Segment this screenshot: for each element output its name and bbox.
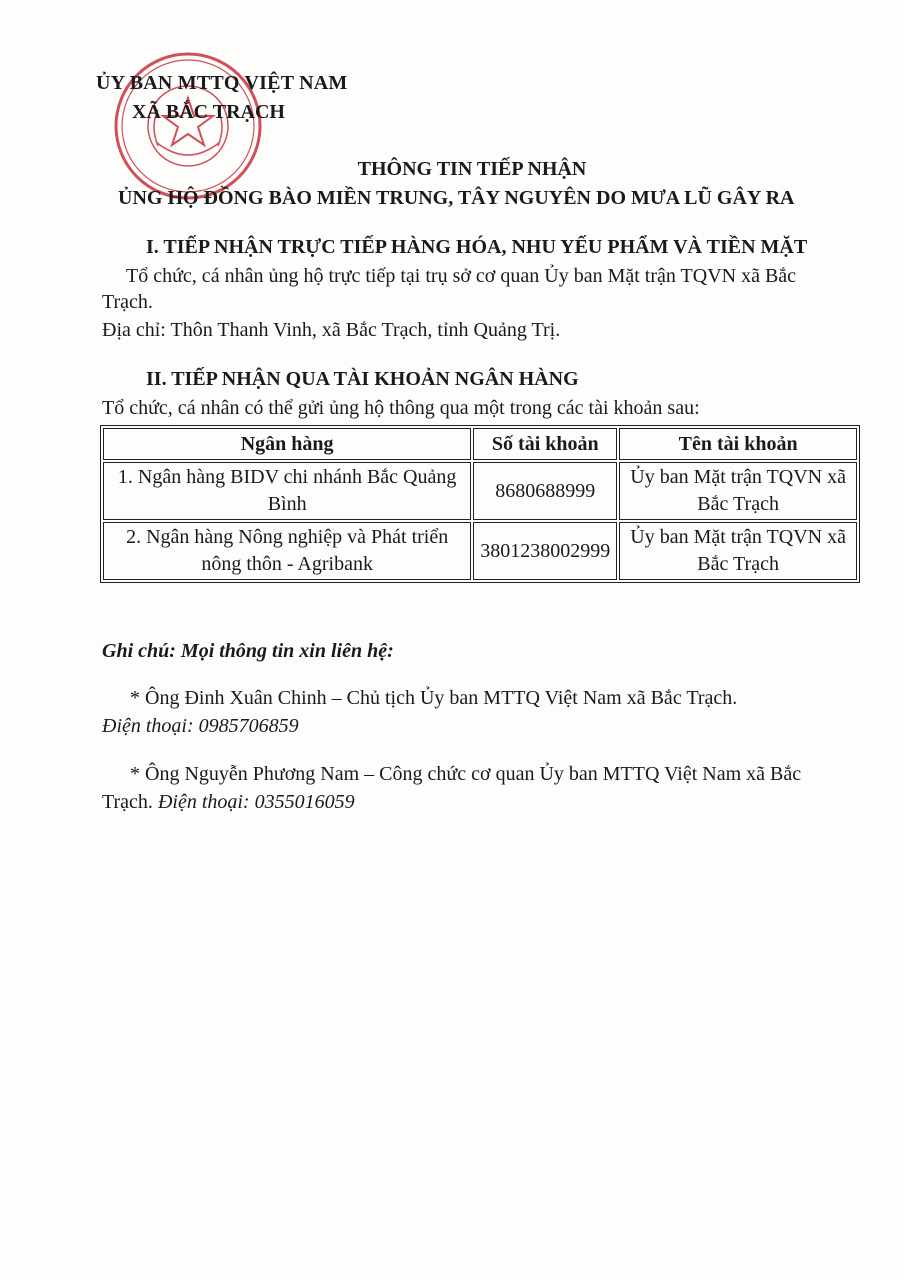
contact2-line2-prefix: Trạch. xyxy=(102,791,153,813)
table-row xyxy=(103,522,857,580)
bank-accounts-table xyxy=(100,425,860,583)
section1-address: Địa chỉ: Thôn Thanh Vinh, xã Bắc Trạch, tỉnh Quảng Trị. xyxy=(102,319,561,341)
table-row xyxy=(103,462,857,520)
document-subtitle: ỦNG HỘ ĐỒNG BÀO MIỀN TRUNG, TÂY NGUYÊN DO MƯA LŨ GÂY RA xyxy=(118,187,795,209)
contact2-line: * Ông Nguyễn Phương Nam – Công chức cơ quan Ủy ban MTTQ Việt Nam xã Bắc xyxy=(130,763,802,785)
column-header-bank: Ngân hàng xyxy=(103,428,471,460)
account-name-line2: Bắc Trạch xyxy=(697,553,779,575)
account-name-line2: Bắc Trạch xyxy=(697,493,779,515)
contact2-phone: Điện thoại: 0355016059 xyxy=(157,791,355,813)
bank-name-line2: nông thôn - Agribank xyxy=(201,553,373,575)
section1-heading: I. TIẾP NHẬN TRỰC TIẾP HÀNG HÓA, NHU YẾU PHẨM VÀ TIỀN MẶT xyxy=(146,236,808,258)
bank-name-cell xyxy=(103,462,471,520)
account-name-cell xyxy=(619,522,857,580)
account-number-cell: 8680688999 xyxy=(473,462,617,520)
column-header-account-number: Số tài khoản xyxy=(473,428,617,460)
account-name-cell xyxy=(619,462,857,520)
bank-name-line2: Bình xyxy=(267,493,307,515)
bank-name-cell xyxy=(103,522,471,580)
organization-commune: XÃ BẮC TRẠCH xyxy=(132,101,285,123)
account-name-line1: Ủy ban Mặt trận TQVN xã xyxy=(630,466,846,488)
section2-heading: II. TIẾP NHẬN QUA TÀI KHOẢN NGÂN HÀNG xyxy=(146,368,579,390)
organization-name: ỦY BAN MTTQ VIỆT NAM xyxy=(96,72,348,94)
section1-paragraph-line1: Tổ chức, cá nhân ủng hộ trực tiếp tại trụ sở cơ quan Ủy ban Mặt trận TQVN xã Bắc xyxy=(126,265,797,287)
account-name-line1: Ủy ban Mặt trận TQVN xã xyxy=(630,526,846,548)
column-header-account-name: Tên tài khoản xyxy=(619,428,857,460)
bank-name-line1: 1. Ngân hàng BIDV chi nhánh Bắc Quảng xyxy=(117,466,457,488)
contact1-line: * Ông Đinh Xuân Chinh – Chủ tịch Ủy ban MTTQ Việt Nam xã Bắc Trạch. xyxy=(130,687,738,709)
table-header-row xyxy=(103,428,857,460)
document-title: THÔNG TIN TIẾP NHẬN xyxy=(357,158,587,180)
note-heading: Ghi chú: Mọi thông tin xin liên hệ: xyxy=(102,640,394,662)
bank-name-line1: 2. Ngân hàng Nông nghiệp và Phát triển xyxy=(126,526,449,548)
section2-intro: Tổ chức, cá nhân có thể gửi ủng hộ thông qua một trong các tài khoản sau: xyxy=(102,397,700,419)
account-number-cell: 3801238002999 xyxy=(473,522,617,580)
contact2-line2 xyxy=(102,790,355,814)
contact1-phone: Điện thoại: 0985706859 xyxy=(102,715,299,737)
section1-paragraph-line2: Trạch. xyxy=(102,291,153,313)
